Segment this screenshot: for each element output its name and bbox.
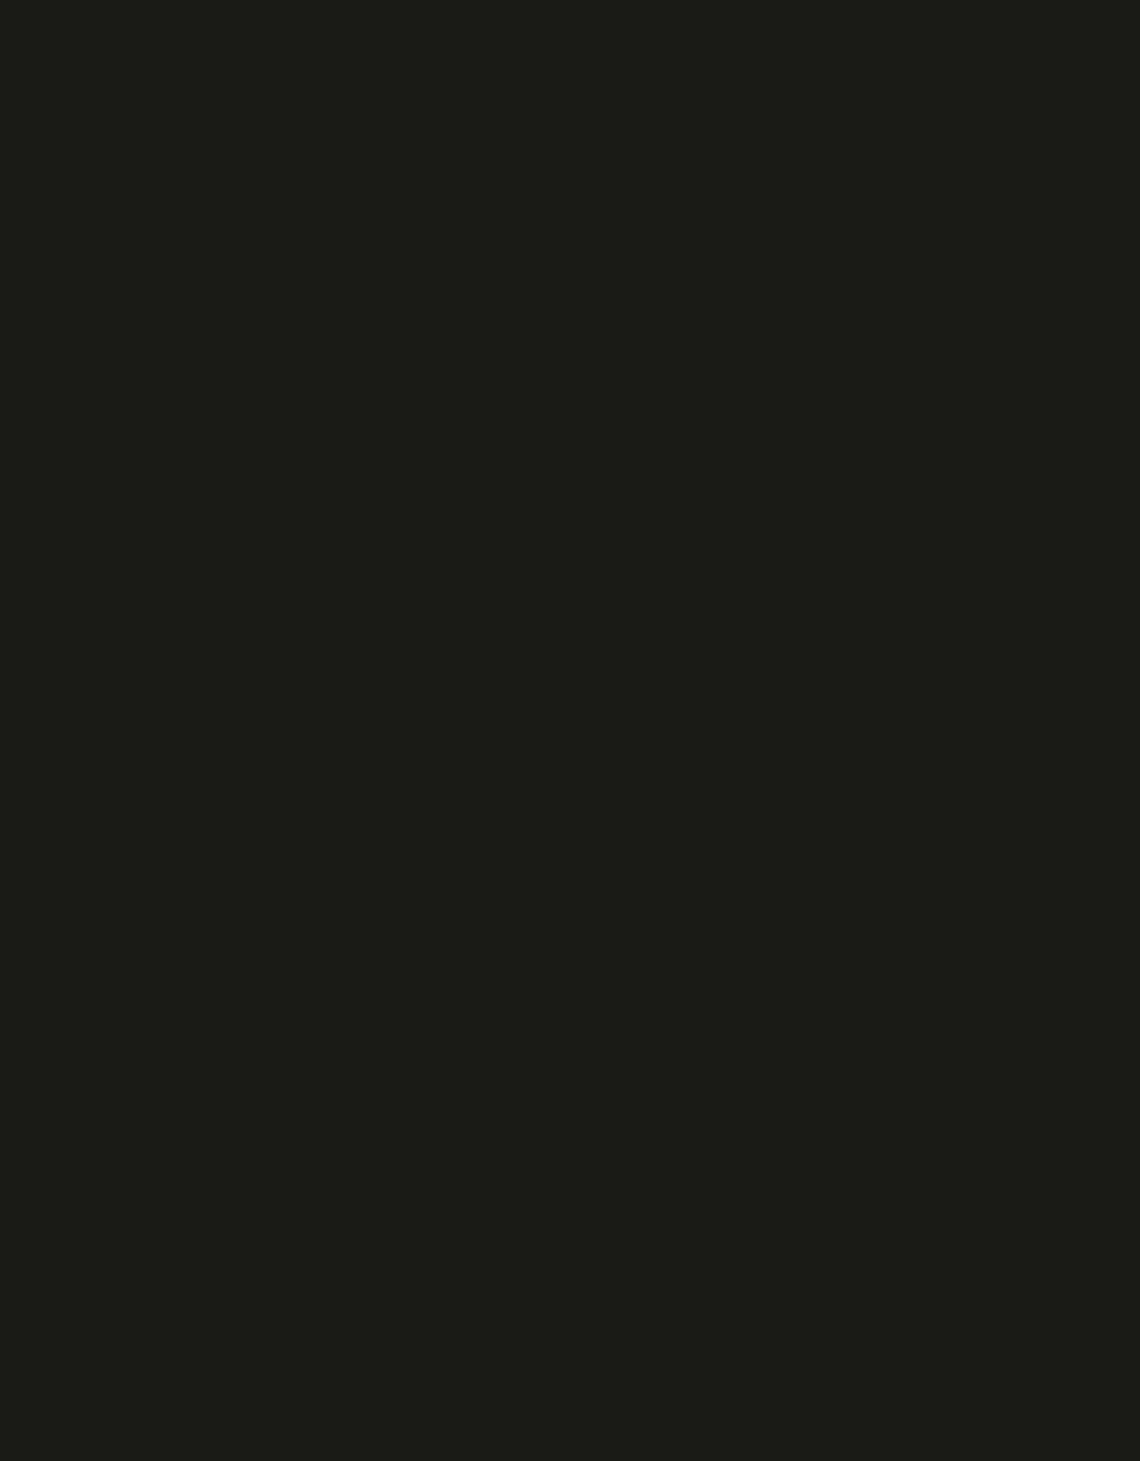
- tiermaker-logo: [855, 0, 1140, 90]
